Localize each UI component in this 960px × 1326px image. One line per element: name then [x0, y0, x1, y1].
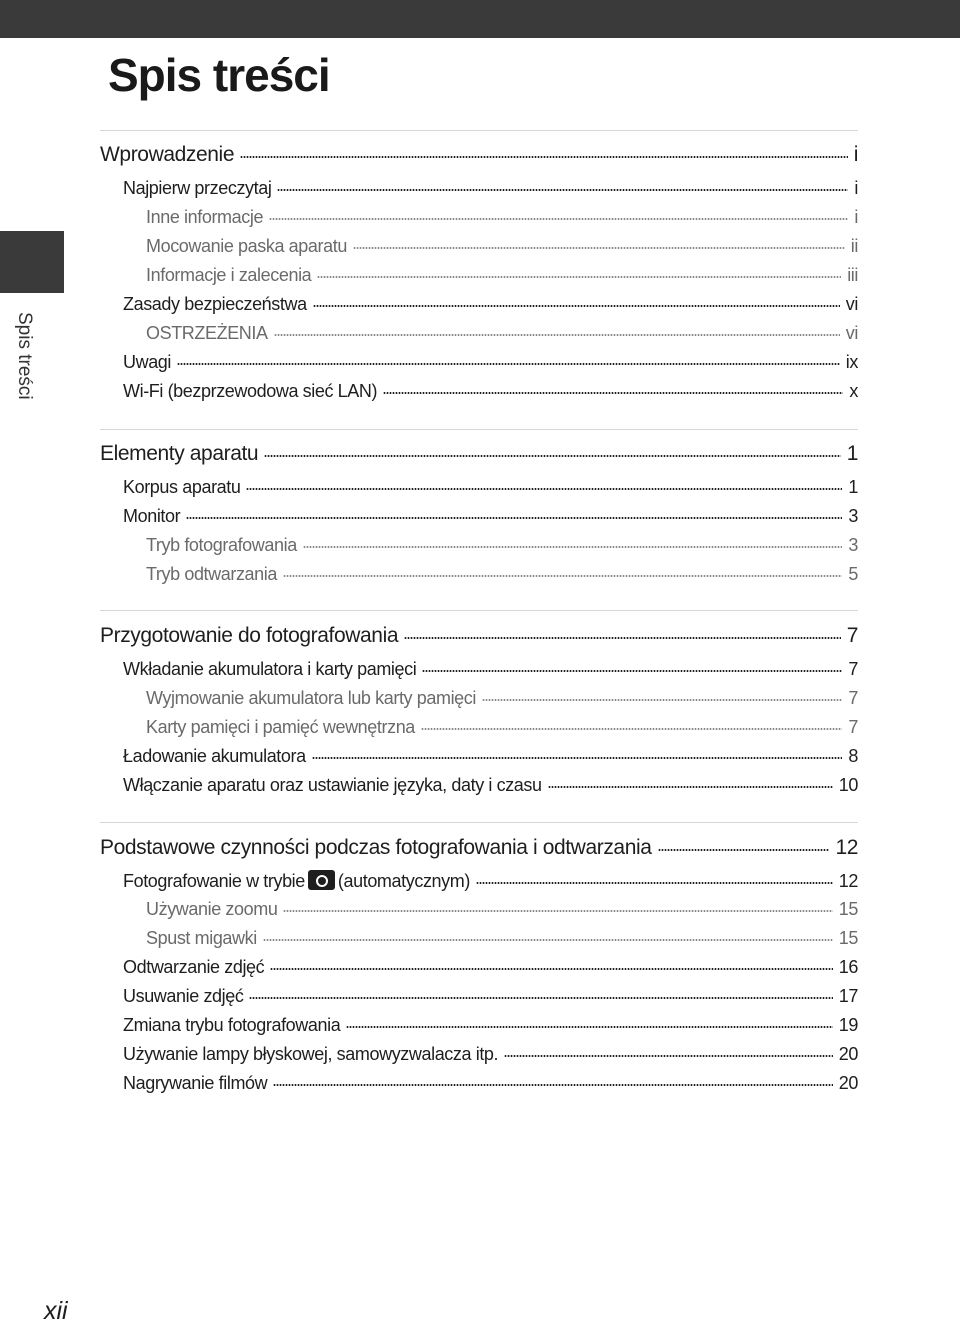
toc-title: Zmiana trybu fotografowania [123, 1015, 341, 1035]
toc-title: Ładowanie akumulatora [123, 746, 306, 766]
toc-title: Nagrywanie filmów [123, 1073, 268, 1093]
dot-leader [270, 968, 832, 970]
toc-section-elementy-aparatu[interactable] [100, 442, 858, 466]
toc-entry[interactable] [146, 323, 858, 344]
dot-leader [313, 305, 840, 307]
toc-page: 7 [848, 659, 858, 679]
toc-title: Używanie zoomu [146, 899, 278, 919]
toc-page: 10 [838, 775, 858, 795]
toc-page: 7 [848, 717, 858, 737]
side-tab-marker [0, 231, 64, 293]
dot-leader [263, 939, 833, 941]
toc-page: 12 [835, 836, 858, 859]
toc-page: 1 [846, 442, 858, 465]
toc-title-text: Fotografowanie w trybie [123, 871, 305, 891]
toc-title: OSTRZEŻENIA [146, 323, 268, 343]
dot-leader [246, 488, 842, 490]
toc-page: vi [845, 294, 858, 314]
page-title: Spis treści [108, 49, 330, 101]
toc-page: 16 [838, 957, 858, 977]
side-tab-label: Spis treści [14, 312, 35, 400]
toc-page: 8 [848, 746, 858, 766]
toc-page: 1 [848, 477, 858, 497]
toc-page: 15 [838, 899, 858, 919]
toc-entry[interactable] [123, 352, 858, 373]
dot-leader [421, 728, 842, 730]
section-divider [100, 429, 858, 430]
toc-title: Przygotowanie do fotografowania [100, 624, 399, 647]
toc-page: i [854, 178, 858, 198]
dot-leader [317, 276, 841, 278]
toc-entry[interactable] [146, 265, 858, 286]
dot-leader [273, 1084, 833, 1086]
toc-title: Wprowadzenie [100, 143, 235, 166]
dot-leader [186, 517, 842, 519]
toc-page: 20 [838, 1044, 858, 1064]
toc-page: iii [847, 265, 858, 285]
toc-page: 3 [848, 506, 858, 526]
toc-title: Używanie lampy błyskowej, samowyzwalacza itp. [123, 1044, 499, 1064]
dot-leader [283, 575, 842, 577]
dot-leader [177, 363, 840, 365]
dot-leader [404, 637, 841, 639]
toc-title: Monitor [123, 506, 181, 526]
toc-title: Odtwarzanie zdjęć [123, 957, 265, 977]
toc-entry[interactable] [146, 928, 858, 949]
section-divider [100, 130, 858, 131]
toc-title: Karty pamięci i pamięć wewnętrzna [146, 717, 415, 737]
toc-title: Elementy aparatu [100, 442, 259, 465]
dot-leader [658, 849, 830, 851]
dot-leader [274, 334, 840, 336]
header-bar [0, 0, 960, 38]
toc-title: Inne informacje [146, 207, 264, 227]
dot-leader [422, 670, 842, 672]
toc-page: vi [845, 323, 858, 343]
toc-section-podstawowe-czynnosci[interactable] [100, 836, 858, 860]
camera-icon [308, 870, 335, 890]
toc-entry[interactable] [123, 381, 858, 402]
toc-section-przygotowanie[interactable] [100, 624, 858, 648]
toc-entry[interactable] [123, 178, 858, 199]
toc-entry[interactable] [123, 957, 858, 978]
toc-entry[interactable] [146, 207, 858, 228]
dot-leader [353, 247, 845, 249]
toc-page: 17 [838, 986, 858, 1006]
toc-page: 12 [838, 871, 858, 891]
toc-title: Wi-Fi (bezprzewodowa sieć LAN) [123, 381, 378, 401]
dot-leader [504, 1055, 833, 1057]
toc-entry[interactable] [146, 535, 858, 556]
toc-page: 3 [848, 535, 858, 555]
dot-leader [283, 910, 832, 912]
toc-page: 19 [838, 1015, 858, 1035]
toc-entry[interactable] [123, 294, 858, 315]
toc-entry[interactable] [123, 775, 858, 796]
dot-leader [303, 546, 843, 548]
dot-leader [383, 392, 843, 394]
toc-entry[interactable] [146, 688, 858, 709]
toc-entry[interactable] [123, 1015, 858, 1036]
toc-title: Uwagi [123, 352, 172, 372]
dot-leader [240, 156, 848, 158]
dot-leader [548, 786, 833, 788]
dot-leader [269, 218, 848, 220]
toc-title: Informacje i zalecenia [146, 265, 312, 285]
toc-title: Korpus aparatu [123, 477, 241, 497]
toc-page: x [849, 381, 858, 401]
dot-leader [346, 1026, 832, 1028]
toc-page: ix [845, 352, 858, 372]
toc-page: 7 [846, 624, 858, 647]
toc-title: Wyjmowanie akumulatora lub karty pamięci [146, 688, 476, 708]
toc-page: i [854, 207, 858, 227]
toc-title: Zasady bezpieczeństwa [123, 294, 307, 314]
toc-entry[interactable] [146, 899, 858, 920]
toc-title-suffix: (automatycznym) [337, 871, 470, 891]
toc-entry[interactable] [123, 477, 858, 498]
toc-entry[interactable] [146, 717, 858, 738]
toc-entry[interactable] [123, 506, 858, 527]
dot-leader [476, 882, 833, 884]
toc-entry[interactable] [146, 236, 858, 257]
toc-title: Tryb odtwarzania [146, 564, 277, 584]
section-divider [100, 610, 858, 611]
toc-page: i [853, 143, 858, 166]
toc-entry[interactable] [123, 986, 858, 1007]
toc-entry[interactable] [123, 870, 858, 892]
section-divider [100, 822, 858, 823]
toc-title: Spust migawki [146, 928, 257, 948]
toc-entry[interactable] [123, 1073, 858, 1094]
dot-leader [482, 699, 842, 701]
dot-leader [277, 189, 848, 191]
toc-title [123, 870, 470, 892]
toc-entry[interactable] [123, 659, 858, 680]
toc-page: 20 [838, 1073, 858, 1093]
toc-section-wprowadzenie[interactable] [100, 143, 858, 167]
toc-title: Podstawowe czynności podczas fotografowania i odtwarzania [100, 836, 652, 859]
toc-page: ii [850, 236, 858, 256]
dot-leader [249, 997, 832, 999]
toc-page: 15 [838, 928, 858, 948]
toc-entry[interactable] [123, 1044, 858, 1065]
toc-title: Włączanie aparatu oraz ustawianie języka, daty i czasu [123, 775, 542, 795]
toc-title: Wkładanie akumulatora i karty pamięci [123, 659, 417, 679]
toc-page: 5 [848, 564, 858, 584]
dot-leader [264, 455, 841, 457]
toc-page: 7 [848, 688, 858, 708]
toc-title: Mocowanie paska aparatu [146, 236, 347, 256]
toc-entry[interactable] [146, 564, 858, 585]
dot-leader [312, 757, 843, 759]
toc-title: Tryb fotografowania [146, 535, 297, 555]
toc-title: Najpierw przeczytaj [123, 178, 272, 198]
toc-entry[interactable] [123, 746, 858, 767]
toc-title: Usuwanie zdjęć [123, 986, 244, 1006]
page-number: xii [44, 1297, 68, 1325]
